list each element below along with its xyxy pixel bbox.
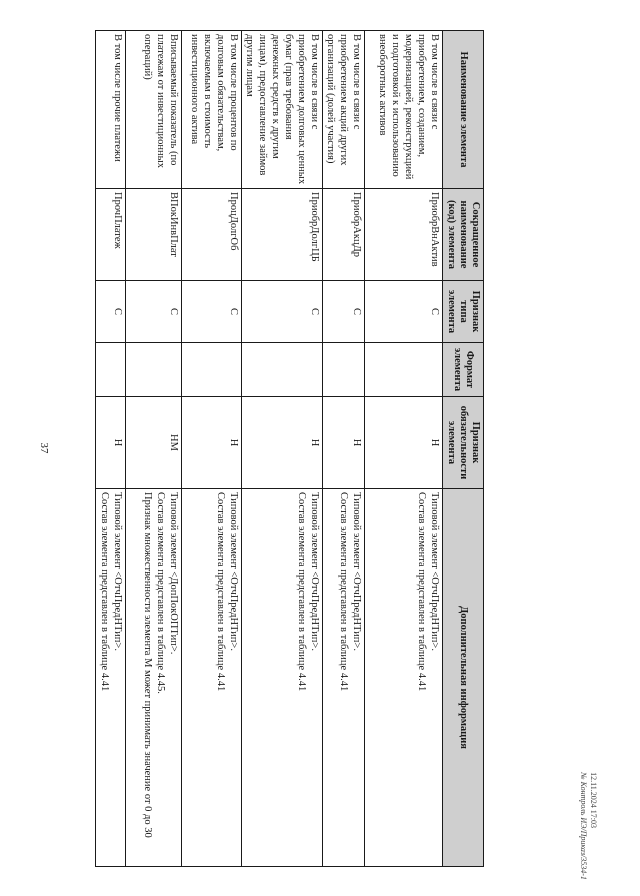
cell-type-sign: С	[323, 281, 365, 343]
extra-info-line: Типовой элемент <ОтчПредНТип>.	[309, 492, 320, 651]
cell-name: В том числе в связи с приобретением долговых ценных бумаг (прав требования денежных средств к другим лицам), предоставление займов другим лицам	[242, 31, 323, 189]
cell-type-sign: С	[126, 281, 182, 343]
cell-format	[323, 343, 365, 397]
cell-name: В том числе в связи с приобретением акций других организаций (долей участия)	[323, 31, 365, 189]
extra-info-line: Типовой элемент <ОтчПредНТип>.	[228, 492, 239, 651]
extra-info-line: Состав элемента представлен в таблице 4.45.	[155, 492, 166, 694]
table-header-row	[443, 31, 484, 867]
elements-table	[95, 30, 484, 867]
cell-type-sign: С	[96, 281, 126, 343]
cell-format	[126, 343, 182, 397]
cell-name: В том числе в связи с приобретением, созданием, модернизацией, реконструкцией и подготовкой к использованию внеоборотных активов	[365, 31, 443, 189]
cell-short-name: ПрочПлатеж	[96, 189, 126, 281]
cell-short-name: ПриобрДолгЦБ	[242, 189, 323, 281]
cell-extra-info	[242, 489, 323, 867]
table-row	[96, 31, 126, 867]
cell-short-name: ПроцДолгОб	[182, 189, 242, 281]
cell-required-sign: Н	[323, 397, 365, 489]
registration-stamp	[578, 772, 598, 880]
cell-type-sign: С	[365, 281, 443, 343]
cell-extra-info	[365, 489, 443, 867]
cell-short-name: ВПокИнвПлат	[126, 189, 182, 281]
cell-extra-info	[323, 489, 365, 867]
header-type-sign: Признак типа элемента	[443, 281, 484, 343]
header-extra-info: Дополнительная информация	[443, 489, 484, 867]
cell-required-sign: Н	[242, 397, 323, 489]
cell-type-sign: С	[242, 281, 323, 343]
header-required-sign: Признак обязательности элемента	[443, 397, 484, 489]
cell-required-sign: Н	[182, 397, 242, 489]
cell-type-sign: С	[182, 281, 242, 343]
cell-required-sign: Н	[96, 397, 126, 489]
extra-info-line: Типовой элемент <ОтчПредНТип>.	[112, 492, 123, 651]
extra-info-line: Состав элемента представлен в таблице 4.41	[99, 492, 110, 692]
cell-name: В том числе процентов по долговым обязательствам, включаемым в стоимость инвестиционного актива	[182, 31, 242, 189]
extra-info-line: Состав элемента представлен в таблице 4.41	[338, 492, 349, 692]
table-row	[323, 31, 365, 867]
table-row	[242, 31, 323, 867]
cell-required-sign: Н	[365, 397, 443, 489]
cell-format	[365, 343, 443, 397]
extra-info-line: Состав элемента представлен в таблице 4.41	[296, 492, 307, 692]
cell-format	[96, 343, 126, 397]
stamp-registration: № Контроль ИЭ/Приказ/3534-1	[579, 772, 588, 880]
extra-info-line: Признак множественности элемента М может принимать значение от 0 до 30	[142, 492, 153, 838]
cell-extra-info	[182, 489, 242, 867]
cell-name: В том числе прочие платежи	[96, 31, 126, 189]
page-number: 37	[38, 442, 50, 454]
cell-format	[182, 343, 242, 397]
cell-format	[242, 343, 323, 397]
extra-info-line: Состав элемента представлен в таблице 4.41	[215, 492, 226, 692]
table-row	[182, 31, 242, 867]
cell-short-name: ПриобрАкцДр	[323, 189, 365, 281]
header-short-name: Сокращенное наименование (код) элемента	[443, 189, 484, 281]
cell-extra-info	[96, 489, 126, 867]
stamp-datetime: 12.11.2024 17:03	[589, 772, 598, 829]
extra-info-line: Состав элемента представлен в таблице 4.41	[416, 492, 427, 692]
extra-info-line: Типовой элемент <ОтчПредНТип>.	[351, 492, 362, 651]
header-name: Наименование элемента	[443, 31, 484, 189]
header-format: Формат элемента	[443, 343, 484, 397]
table-row	[365, 31, 443, 867]
cell-name: Вписываемый показатель (по платежам от инвестиционных операций)	[126, 31, 182, 189]
cell-required-sign: НМ	[126, 397, 182, 489]
extra-info-line: Типовой элемент <ДопПокОПТип>.	[168, 492, 179, 655]
cell-extra-info	[126, 489, 182, 867]
table-row	[126, 31, 182, 867]
extra-info-line: Типовой элемент <ОтчПредНТип>.	[429, 492, 440, 651]
cell-short-name: ПриобрВнАктив	[365, 189, 443, 281]
